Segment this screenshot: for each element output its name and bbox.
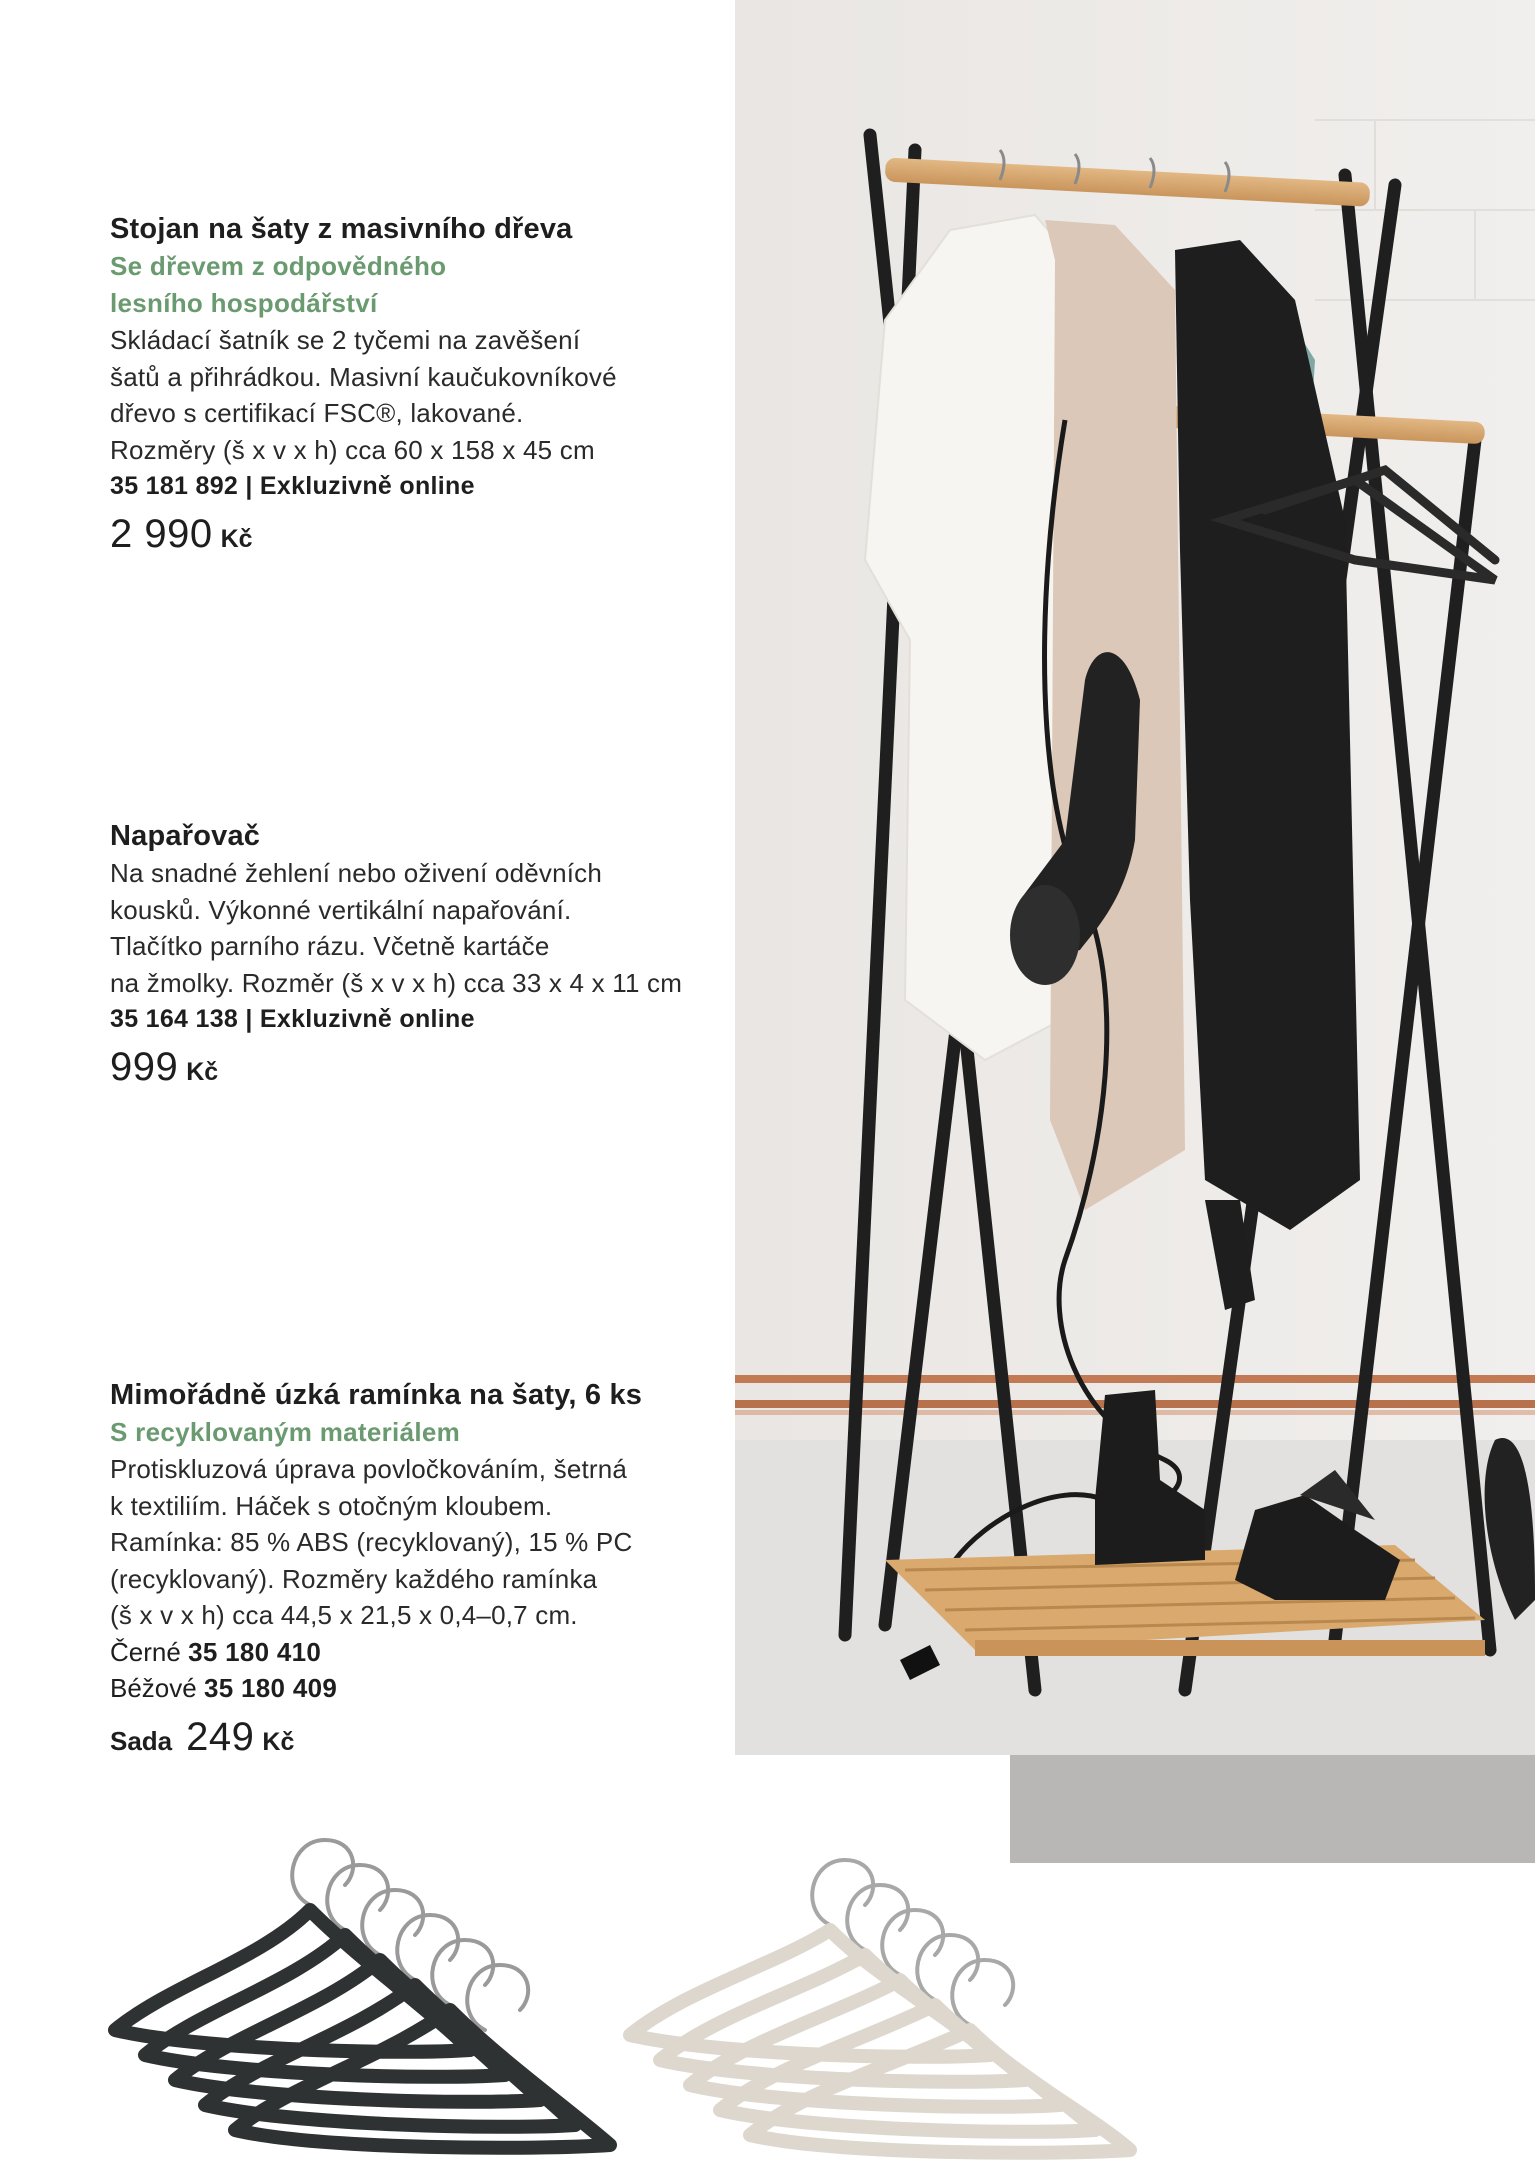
description-line: Tlačítko parního rázu. Včetně kartáče	[110, 931, 550, 961]
product-title: Mimořádně úzká ramínka na šaty, 6 ks	[110, 1379, 643, 1411]
description-line: Ramínka: 85 % ABS (recyklovaný), 15 % PC	[110, 1527, 633, 1557]
description-line: kousků. Výkonné vertikální napařování.	[110, 894, 572, 925]
article-number: 35 181 892 | Exkluzivně online	[110, 472, 475, 500]
variant-beige	[110, 1670, 710, 1707]
product-description	[110, 1451, 710, 1634]
description-line: Na snadné žehlení nebo oživení oděvních	[110, 858, 603, 888]
product-subtitle: lesního hospodářství	[110, 288, 378, 318]
product-subtitle: Se dřevem z odpovědného	[110, 251, 447, 281]
description-line: dřevo s certifikací FSC®, lakované.	[110, 398, 524, 428]
price-currency: Kč	[186, 1058, 219, 1086]
price-currency: Kč	[220, 525, 253, 553]
variant-color: Černé	[110, 1636, 181, 1667]
product-description	[110, 855, 710, 1001]
product-title: Napařovač	[110, 820, 261, 852]
product-title: Stojan na šaty z masivního dřeva	[110, 213, 573, 245]
price-value: 249	[186, 1714, 255, 1759]
price	[110, 512, 710, 557]
description-line: Protiskluzová úprava povločkováním, šetrná	[110, 1454, 628, 1484]
variant-color: Béžové	[110, 1673, 197, 1703]
article-number: 35 164 138 | Exkluzivně online	[110, 1005, 475, 1033]
price-value: 999	[110, 1045, 179, 1089]
beige-hangers-photo	[610, 1790, 1170, 2160]
product-clothes-rack	[110, 210, 710, 557]
description-line: šatů a přihrádkou. Masivní kaučukovníkové	[110, 361, 617, 392]
description-line: Skládací šatník se 2 tyčemi na zavěšení	[110, 325, 581, 355]
price-value: 2 990	[110, 512, 213, 556]
price-label: Sada	[110, 1725, 173, 1756]
product-steamer	[110, 817, 710, 1090]
product-hangers	[110, 1376, 710, 1760]
variant-number: 35 180 410	[188, 1636, 322, 1667]
product-description	[110, 322, 710, 468]
description-line: na žmolky. Rozměr (š x v x h) cca 33 x 4 x 11 cm	[110, 967, 683, 998]
description-line: (recyklovaný). Rozměry každého ramínka	[110, 1563, 598, 1594]
description-line: k textiliím. Háček s otočným kloubem.	[110, 1490, 553, 1521]
clothes-rack-photo	[735, 0, 1535, 1755]
price	[110, 1045, 710, 1090]
price	[110, 1715, 710, 1760]
price-currency: Kč	[262, 1727, 295, 1756]
black-hangers-photo	[100, 1790, 640, 2160]
description-line: Rozměry (š x v x h) cca 60 x 158 x 45 cm	[110, 434, 595, 465]
product-subtitle: S recyklovaným materiálem	[110, 1417, 461, 1447]
variant-black	[110, 1634, 710, 1671]
variant-number: 35 180 409	[203, 1673, 338, 1703]
description-line: (š x v x h) cca 44,5 x 21,5 x 0,4–0,7 cm.	[110, 1600, 578, 1630]
